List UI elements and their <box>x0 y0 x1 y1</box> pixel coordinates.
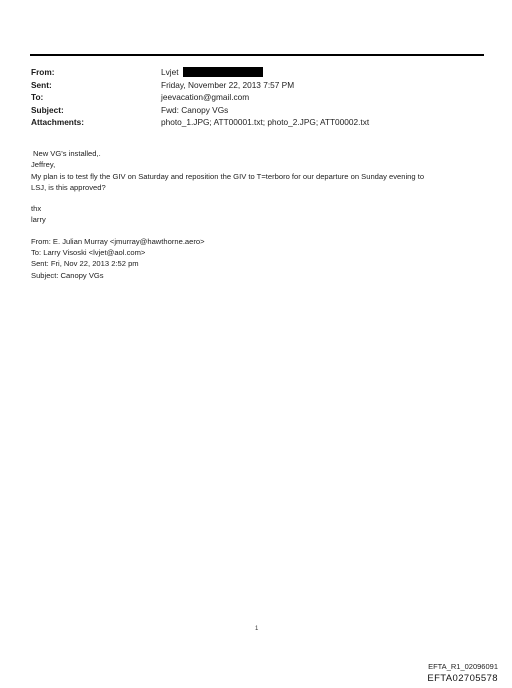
attachments-label: Attachments: <box>31 117 85 128</box>
forward-subject: Subject: Canopy VGs <box>31 270 104 280</box>
attachments-row <box>31 116 369 129</box>
attachments-value: photo_1.JPG; ATT00001.txt; photo_2.JPG; ATT00002.txt <box>161 117 370 128</box>
sent-label: Sent: <box>31 79 52 90</box>
forward-sent: Sent: Fri, Nov 22, 2013 2:52 pm <box>31 259 139 269</box>
to-label: To: <box>31 92 44 103</box>
sent-value: Friday, November 22, 2013 7:57 PM <box>161 79 295 90</box>
forward-to: To: Larry Visoski <lvjet@aol.com> <box>31 248 146 258</box>
body-line-3: My plan is to test fly the GIV on Saturday and reposition the GIV to T=terboro for our departure on Sunday evening to <box>31 171 425 181</box>
to-row <box>31 91 369 104</box>
from-label: From: <box>31 67 55 77</box>
redaction-block <box>183 67 263 77</box>
bates-stamp-2: EFTA02705578 <box>427 673 498 684</box>
body-signature: larry <box>31 215 46 225</box>
email-header <box>31 66 369 129</box>
page-number: 1 <box>255 626 259 632</box>
body-thx: thx <box>31 204 42 214</box>
forward-from: From: E. Julian Murray <jmurray@hawthorne.aero> <box>31 236 205 246</box>
body-line-1: New VG's installed,. <box>33 149 101 158</box>
subject-label: Subject: <box>31 104 64 115</box>
from-name: Lvjet <box>161 67 179 77</box>
bates-stamp-1: EFTA_R1_02096091 <box>428 662 498 671</box>
from-row <box>31 66 369 79</box>
body-line-4: LSJ, is this approved? <box>31 182 106 192</box>
subject-row <box>31 104 369 117</box>
from-value <box>161 66 263 79</box>
header-divider <box>30 54 484 56</box>
to-value: jeevacation@gmail.com <box>161 92 250 103</box>
body-line-2: Jeffrey, <box>31 160 56 170</box>
subject-value: Fwd: Canopy VGs <box>161 104 229 115</box>
sent-row <box>31 79 369 92</box>
email-body <box>31 148 481 281</box>
